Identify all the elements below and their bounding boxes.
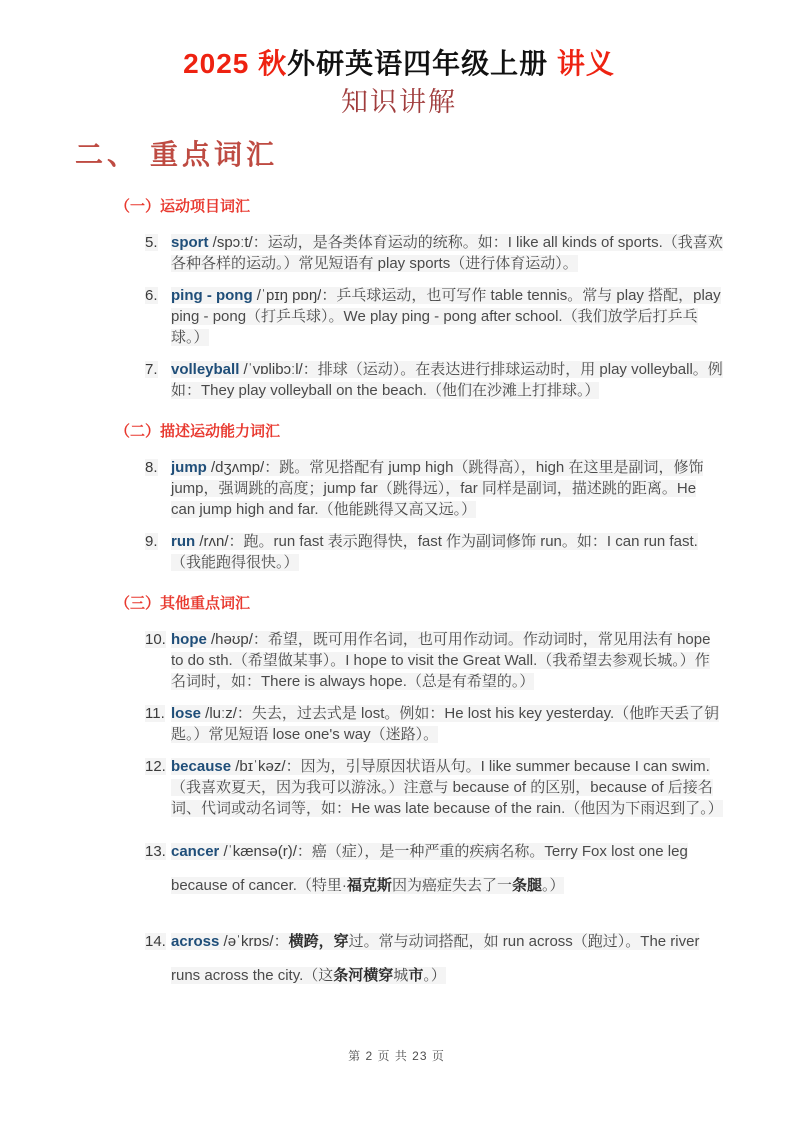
item-text: ：跑。run fast 表示跑得快，fast 作为副词修饰 run。如：I can run fast.（我能跑得很快。）: [171, 533, 698, 571]
item-number: [145, 835, 171, 903]
vocab-item: [145, 925, 723, 993]
vocab-item: [145, 703, 723, 745]
page-footer: 第 2 页 共 23 页: [348, 1049, 445, 1063]
phonetic: /luːz/: [201, 705, 237, 722]
item-number-text: 10.: [145, 631, 166, 648]
item-text: ：: [273, 933, 289, 950]
headword: sport: [171, 234, 209, 251]
phonetic: /bɪˈkəz/: [231, 758, 286, 775]
item-text: ：乒乓球运动，也可写作 table tennis。常与 play 搭配，play ping - pong（打乒乓球）。We play ping - pong after school.（我们放学后打乒乓球。）: [171, 287, 721, 346]
vocab-item-list: [145, 457, 723, 573]
phonetic: /rʌn/: [195, 533, 229, 550]
item-number: [145, 285, 171, 348]
phonetic: /ˈvɒlibɔːl/: [239, 361, 303, 378]
item-number: [145, 925, 171, 993]
phonetic: /spɔːt/: [208, 234, 253, 251]
item-text: ：跳。常见搭配有 jump high（跳得高），high 在这里是副词，修饰 jump，强调跳的高度；jump far（跳得远），far 同样是副词，描述跳的距离。He can jump high and far.（他能跳得又高又远。）: [171, 459, 704, 518]
item-body: [171, 232, 723, 274]
item-text: 条腿: [511, 877, 542, 894]
headword: jump: [171, 459, 207, 476]
item-text: 。）: [423, 967, 446, 984]
item-text: 横跨，穿: [288, 933, 349, 950]
headword: lose: [171, 705, 202, 722]
item-number-text: 8.: [145, 459, 158, 476]
item-number: [145, 531, 171, 573]
headword: because: [171, 758, 232, 775]
page-title-part: 讲义: [548, 48, 615, 79]
item-text: ：排球（运动）。在表达进行排球运动时，用 play volleyball。例如：They play volleyball on the beach.（他们在沙滩上打排球。）: [171, 361, 723, 399]
item-text: 福克斯: [346, 877, 392, 894]
vocab-content: [75, 196, 723, 993]
item-number: [145, 756, 171, 819]
item-text: 。）: [541, 877, 565, 894]
section-heading: （三）其他重点词汇: [115, 595, 251, 612]
headword: across: [171, 933, 220, 950]
headword: run: [171, 533, 196, 550]
item-number-text: 11.: [145, 705, 165, 722]
item-text: ：运动，是各类体育运动的统称。如：I like all kinds of sports.（我喜欢各种各样的运动。）常见短语有 play sports（进行体育运动）。: [171, 234, 723, 272]
vocab-item: [145, 232, 723, 274]
vocab-item: [145, 756, 723, 819]
vocab-item: [145, 835, 723, 903]
page-title-part: 外研英语四年级上册: [287, 48, 549, 79]
item-number-text: 9.: [145, 533, 158, 550]
item-text: 因为癌症失去了一: [391, 877, 512, 894]
vocab-item: [145, 359, 723, 401]
item-number: [145, 457, 171, 520]
item-number-text: 12.: [145, 758, 166, 775]
section-heading: （一）运动项目词汇: [115, 198, 251, 215]
vocab-item: [145, 629, 723, 692]
item-body: [171, 457, 723, 520]
item-number: [145, 359, 171, 401]
item-body: [171, 629, 723, 692]
vocab-item: [145, 531, 723, 573]
item-number: [145, 629, 171, 692]
page-subtitle: 知识讲解: [341, 87, 457, 117]
item-body: [171, 285, 723, 348]
headword: volleyball: [171, 361, 240, 378]
page-title-part: 2025 秋: [183, 48, 288, 79]
phonetic: /dʒʌmp/: [206, 459, 265, 476]
vocab-item: [145, 457, 723, 520]
item-number-text: 7.: [145, 361, 158, 378]
item-text: ：希望，既可用作名词，也可用作动词。作动词时，常见用法有 hope to do sth.（希望做某事）。I hope to visit the Great Wall.（我希望去参观长城。）作名词时，如：There is always hope.（总是有希望的。）: [171, 631, 711, 690]
item-body: [171, 703, 723, 745]
headword: cancer: [171, 843, 220, 860]
item-text: 条河横穿: [333, 967, 394, 984]
item-number-text: 6.: [145, 287, 158, 304]
headword: ping - pong: [171, 287, 253, 304]
item-body: [171, 531, 723, 573]
phonetic: /əˈkrɒs/: [219, 933, 274, 950]
item-text: 过。常与动词搭配，如 run across（跑过）。The river runs across the city.（这: [171, 933, 700, 984]
vocab-item: [145, 285, 723, 348]
vocab-item-list: [145, 232, 723, 401]
item-number: [145, 703, 171, 745]
item-number-text: 13.: [145, 843, 166, 860]
vocab-item-list: [145, 629, 723, 993]
item-text: ：因为，引导原因状语从句。I like summer because I can swim.（我喜欢夏天，因为我可以游泳。）注意与 because of 的区别，because of 后接名词、代词或动名词等，如：He was late because of the rain.（他因为下雨迟到了。）: [171, 758, 723, 817]
item-text: 市: [408, 967, 424, 984]
item-body: [171, 925, 723, 993]
item-body: [171, 835, 723, 903]
phonetic: /ˈkænsə(r)/: [219, 843, 297, 860]
phonetic: /həʊp/: [206, 631, 253, 648]
item-number-text: 14.: [145, 933, 166, 950]
main-heading: 二、 重点词汇: [75, 140, 279, 171]
phonetic: /ˈpɪŋ pɒŋ/: [252, 287, 322, 304]
headword: hope: [171, 631, 207, 648]
section-heading: （二）描述运动能力词汇: [115, 423, 281, 440]
item-text: ：癌（症），是一种严重的疾病名称。Terry Fox lost one leg because of cancer.（特里·: [171, 843, 688, 894]
item-body: [171, 359, 723, 401]
item-text: 城: [393, 967, 409, 984]
item-number: [145, 232, 171, 274]
page-title: [75, 46, 723, 82]
item-text: ：失去，过去式是 lost。例如：He lost his key yesterday.（他昨天丢了钥匙。）常见短语 lose one's way（迷路）。: [171, 705, 720, 743]
item-number-text: 5.: [145, 234, 158, 251]
item-body: [171, 756, 723, 819]
